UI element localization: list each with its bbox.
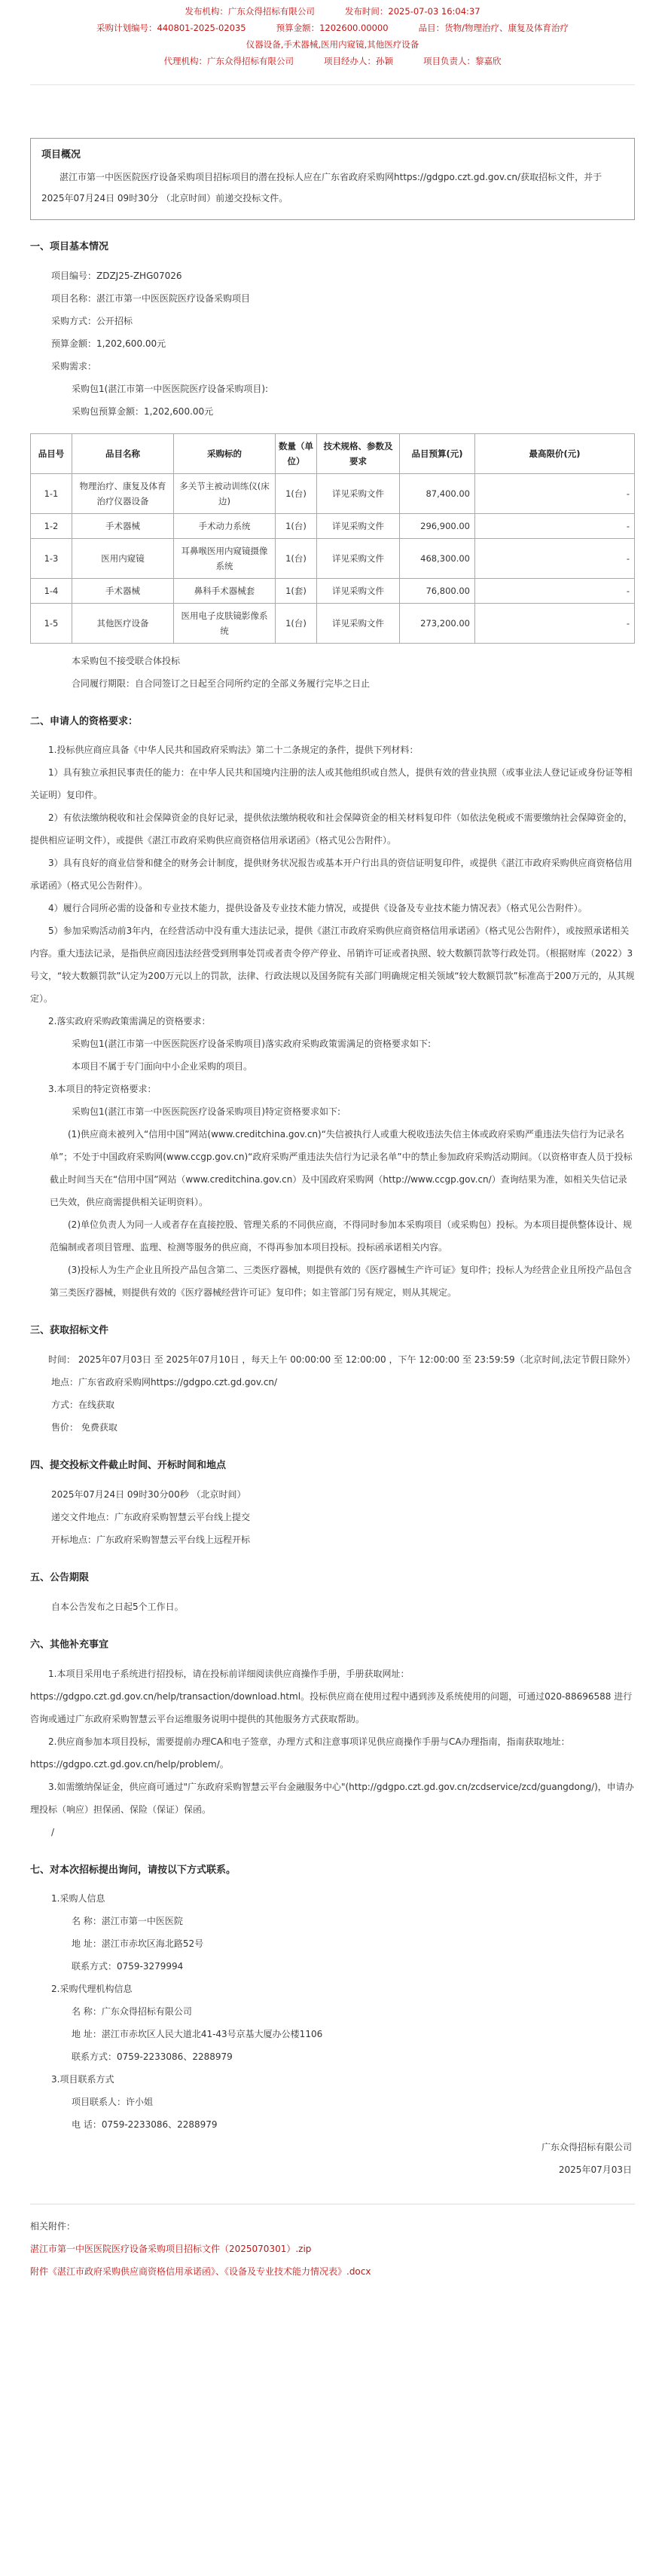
plan-no-value: 440801-2025-02035: [157, 23, 246, 33]
table-row: [31, 513, 635, 538]
attachment-link-forms[interactable]: 附件《湛江市政府采购供应商资格信用承诺函》、《设备及专业技术能力情况表》.docx: [30, 2266, 371, 2278]
section-6-title: 六、其他补充事宜: [30, 1638, 109, 1651]
qualification-p1-2: 2）有依法缴纳税收和社会保障资金的良好记录，提供依法缴纳税收和社会保障资金的相关材料复印件（如依法免税或不需要缴纳社会保障资金的，提供相应证明文件），或提供《湛江市政府采购供应商资格信用承诺函》（格式见公告附件）。: [30, 812, 633, 846]
signature-org: 广东众得招标有限公司: [541, 2142, 632, 2153]
col-item-name: 品目名称: [72, 433, 174, 473]
cell: 1(套): [276, 578, 317, 603]
agent-value: 广东众得招标有限公司: [207, 56, 294, 66]
col-item-budget: 品目预算(元): [400, 433, 475, 473]
cell: 1(台): [276, 473, 317, 513]
meta-row-2: [30, 20, 635, 36]
cell: 物理治疗、康复及体育治疗仪器设备: [72, 473, 174, 513]
cell: 耳鼻喉医用内窥镜摄像系统: [174, 538, 276, 578]
attachment-link-tender-docs[interactable]: 湛江市第一中医医院医疗设备采购项目招标文件（2025070301）.zip: [30, 2244, 312, 2255]
buyer-title: 1.采购人信息: [51, 1893, 105, 1904]
open-place: 开标地点：广东政府采购智慧云平台线上远程开标: [51, 1534, 251, 1545]
col-max-price: 最高限价(元): [475, 433, 635, 473]
cell: 详见采购文件: [317, 513, 400, 538]
table-row: [31, 538, 635, 578]
agent-name: 名 称：广东众得招标有限公司: [72, 2006, 192, 2018]
table-row: [31, 473, 635, 513]
category-value-2: 仪器设备,手术器械,医用内窥镜,其他医疗设备: [246, 39, 419, 50]
project-name: 项目名称：湛江市第一中医医院医疗设备采购项目: [51, 292, 251, 304]
obtain-place: 地点：广东省政府采购网https://gdgpo.czt.gd.gov.cn/: [51, 1377, 278, 1388]
project-overview-box: [30, 138, 635, 220]
package-title: 采购包1(湛江市第一中医医院医疗设备采购项目):: [72, 383, 269, 394]
budget-value: 1202600.00000: [319, 23, 389, 33]
buyer-phone: 联系方式：0759-3279994: [72, 1961, 184, 1972]
no-consortium-note: 本采购包不接受联合体投标: [72, 655, 181, 666]
cell: 医用电子皮肤镜影像系统: [174, 603, 276, 643]
table-row: [31, 603, 635, 643]
publish-time-label: 发布时间：: [344, 6, 389, 17]
procurement-need: 采购需求：: [51, 360, 97, 372]
cell: 468,300.00: [400, 538, 475, 578]
special-req-1: (1)供应商未被列入“信用中国”网站(www.creditchina.gov.cn)“失信被执行人或重大税收违法失信主体或政府采购严重违法失信行为记录名单”；不处于中国政府采购网(www.ccgp.gov.cn)“政府采购严重违法失信行为记录名单”中的禁止参加政府采购活动期间。（以资格审查人员于投标截止时间当天在“信用中国”网站（www.creditchina.gov.cn）及中国政府采购网（http://www.ccgp.gov.cn/）查询结果为准，如相关失信记录已失效，供应商需提供相关证明资料）。: [50, 1129, 633, 1208]
plan-no-label: 采购计划编号：: [96, 23, 157, 33]
col-quantity: 数量（单位）: [276, 433, 317, 473]
cell: 273,200.00: [400, 603, 475, 643]
contact-phone: 电 话：0759-2233086、2288979: [72, 2119, 218, 2131]
contact-title: 3.项目联系方式: [51, 2074, 114, 2085]
section-1-title: 一、项目基本情况: [30, 240, 109, 252]
cell: 1-4: [31, 578, 72, 603]
col-target: 采购标的: [174, 433, 276, 473]
category-value-1: 货物/物理治疗、康复及体育治疗: [444, 23, 569, 33]
cell: 医用内窥镜: [72, 538, 174, 578]
package-budget: 采购包预算金额：1,202,600.00元: [72, 405, 214, 417]
other-p3: 3.如需缴纳保证金，供应商可通过"广东政府采购智慧云平台金融服务中心"(http://gdgpo.czt.gd.gov.cn/zcdservice/zcd/guangdong/)，申请办理投标（响应）担保函、保险（保证）保函。: [30, 1781, 634, 1815]
agent-label: 代理机构：: [163, 56, 207, 66]
cell: 1(台): [276, 603, 317, 643]
cell: 鼻科手术器械套: [174, 578, 276, 603]
publish-time-value: 2025-07-03 16:04:37: [388, 6, 480, 17]
other-p2: 2.供应商参加本项目投标，需要提前办理CA和电子签章，办理方式和注意事项详见供应商操作手册与CA办理指南，指南获取地址：https://gdgpo.czt.gd.gov.cn/help/problem/。: [30, 1736, 570, 1770]
cell: 详见采购文件: [317, 578, 400, 603]
qualification-p1-3: 3）具有良好的商业信誉和健全的财务会计制度，提供财务状况报告或基本开户行出具的资信证明复印件，或提供《湛江市政府采购供应商资格信用承诺函》（格式见公告附件）。: [30, 858, 633, 892]
qualification-p1-1: 1）具有独立承担民事责任的能力：在中华人民共和国境内注册的法人或其他组织或自然人，提供有效的营业执照（或事业法人登记证或身份证等相关证明）复印件。: [30, 767, 633, 801]
attachments: [30, 2204, 635, 2283]
special-package: 采购包1(湛江市第一中医医院医疗设备采购项目)特定资格要求如下:: [72, 1106, 341, 1118]
cell: 多关节主被动训练仪(床边): [174, 473, 276, 513]
cell: 296,900.00: [400, 513, 475, 538]
manager-value: 孙颖: [376, 56, 393, 66]
budget-label: 预算金额：: [276, 23, 320, 33]
header-divider: [30, 84, 635, 85]
obtain-way: 方式：在线获取: [51, 1400, 115, 1411]
section-4-title: 四、提交投标文件截止时间、开标时间和地点: [30, 1460, 227, 1472]
policy-text: 本项目不属于专门面向中小企业采购的项目。: [72, 1061, 253, 1072]
cell: 详见采购文件: [317, 538, 400, 578]
submit-place: 递交文件地点：广东政府采购智慧云平台线上提交: [51, 1511, 251, 1522]
cell: 1(台): [276, 538, 317, 578]
agent-phone: 联系方式：0759-2233086、2288979: [72, 2051, 233, 2063]
items-table: [30, 433, 635, 644]
overview-text: 湛江市第一中医医院医疗设备采购项目招标项目的潜在投标人应在广东省政府采购网https://gdgpo.czt.gd.gov.cn/获取招标文件，并于 2025年07月24日 09时30分 （北京时间）前递交投标文件。: [41, 171, 602, 203]
cell: 手术器械: [72, 578, 174, 603]
attachments-title: 相关附件：: [30, 2221, 76, 2232]
meta-row-1: [30, 3, 635, 20]
col-item-no: 品目号: [31, 433, 72, 473]
section-2-title: 二、申请人的资格要求：: [30, 715, 139, 727]
budget-amount: 预算金额：1,202,600.00元: [51, 338, 166, 349]
special-req-2: (2)单位负责人为同一人或者存在直接控股、管理关系的不同供应商，不得同时参加本采购项目（或采购包）投标。为本项目提供整体设计、规范编制或者项目管理、监理、检测等服务的供应商，不得再参加本项目投标。投标函承诺相关内容。: [50, 1219, 633, 1253]
cell: 87,400.00: [400, 473, 475, 513]
col-specs: 技术规格、参数及要求: [317, 433, 400, 473]
category-label: 品目：: [418, 23, 445, 33]
cell: -: [475, 578, 635, 603]
contact-name: 项目联系人：许小姐: [72, 2097, 154, 2108]
head-value: 黎嘉欣: [475, 56, 502, 66]
policy-package: 采购包1(湛江市第一中医医院医疗设备采购项目)落实政府采购政策需满足的资格要求如下:: [72, 1039, 432, 1050]
cell: 76,800.00: [400, 578, 475, 603]
special-req-3: (3)投标人为生产企业且所投产品包含第二、三类医疗器械，则提供有效的《医疗器械生产许可证》复印件；投标人为经营企业且所投产品包含第三类医疗器械，则提供有效的《医疗器械经营许可证》复印件；如主管部门另有规定，则从其规定。: [50, 1265, 633, 1299]
procurement-method: 采购方式：公开招标: [51, 315, 133, 326]
overview-title: 项目概况: [41, 149, 81, 161]
cell: -: [475, 473, 635, 513]
cell: 手术器械: [72, 513, 174, 538]
cell: 1-1: [31, 473, 72, 513]
obtain-price: 售价： 免费获取: [51, 1422, 117, 1433]
table-row: [31, 578, 635, 603]
cell: 手术动力系统: [174, 513, 276, 538]
signature-date: 2025年07月03日: [558, 2165, 632, 2176]
cell: 其他医疗设备: [72, 603, 174, 643]
section-3-title: 三、获取招标文件: [30, 1325, 109, 1337]
agent-address: 地 址：湛江市赤坎区人民大道北41-43号京基大厦办公楼1106: [72, 2029, 323, 2040]
meta-row-3: [30, 36, 635, 53]
announcement-meta: [30, 0, 635, 69]
deadline-time: 2025年07月24日 09时30分00秒 （北京时间）: [51, 1488, 246, 1500]
cell: 1-2: [31, 513, 72, 538]
manager-label: 项目经办人：: [324, 56, 376, 66]
qualification-p1-5: 5）参加采购活动前3年内，在经营活动中没有重大违法记录，提供《湛江市政府采购供应商资格信用承诺函》（格式见公告附件），或按照承诺相关内容。重大违法记录，是指供应商因违法经营受到刑事处罚或者责令停产停业、吊销许可证或者执照、较大数额罚款等行政处罚。（根据财库（2022）3号文，“较大数额罚款”认定为200万元以上的罚款，法律、行政法规以及国务院有关部门明确规定相关领域“较大数额罚款”标准高于200万元的，从其规定）。: [30, 925, 635, 1005]
cell: 详见采购文件: [317, 603, 400, 643]
obtain-time: 时间： 2025年07月03日 至 2025年07月10日 ，每天上午 00:00:00 至 12:00:00 ，下午 12:00:00 至 23:59:59（北京时间,法定节假日除外）: [48, 1354, 636, 1366]
cell: -: [475, 513, 635, 538]
cell: 1-3: [31, 538, 72, 578]
qualification-p1: 1.投标供应商应具备《中华人民共和国政府采购法》第二十二条规定的条件，提供下列材料：: [48, 745, 419, 756]
section-5-title: 五、公告期限: [30, 1571, 90, 1583]
cell: -: [475, 603, 635, 643]
cell: 详见采购文件: [317, 473, 400, 513]
meta-row-4: [30, 53, 635, 69]
qualification-p2: 2.落实政府采购政策需满足的资格要求：: [48, 1016, 211, 1027]
cell: 1-5: [31, 603, 72, 643]
cell: 1(台): [276, 513, 317, 538]
project-code: 项目编号：ZDZJ25-ZHG07026: [51, 270, 182, 281]
agent-title: 2.采购代理机构信息: [51, 1984, 133, 1995]
cell: -: [475, 538, 635, 578]
publisher-label: 发布机构：: [185, 6, 228, 17]
section-7-title: 七、对本次招标提出询问，请按以下方式联系。: [30, 1864, 236, 1876]
items-table-header: [31, 433, 635, 473]
other-p1: 1.本项目采用电子系统进行招投标，请在投标前详细阅读供应商操作手册，手册获取网址：https://gdgpo.czt.gd.gov.cn/help/transaction/download.html。投标供应商在使用过程中遇到涉及系统使用的问题，可通过020-88696588 进行咨询或通过广东政府采购智慧云平台运维服务说明中提供的其他服务方式获取帮助。: [30, 1668, 633, 1724]
contract-term-note: 合同履行期限：自合同签订之日起至合同所约定的全部义务履行完毕之日止: [72, 678, 371, 689]
qualification-p1-4: 4）履行合同所必需的设备和专业技术能力，提供设备及专业技术能力情况，或提供《设备及专业技术能力情况表》（格式见公告附件）。: [48, 903, 587, 914]
notice-period: 自本公告发布之日起5个工作日。: [51, 1601, 184, 1612]
buyer-name: 名 称：湛江市第一中医医院: [72, 1916, 183, 1927]
head-label: 项目负责人：: [423, 56, 475, 66]
other-p4: /: [51, 1826, 55, 1837]
qualification-p3: 3.本项目的特定资格要求：: [48, 1084, 157, 1095]
buyer-address: 地 址：湛江市赤坎区海北路52号: [72, 1938, 204, 1950]
publisher-value: 广东众得招标有限公司: [227, 6, 315, 17]
